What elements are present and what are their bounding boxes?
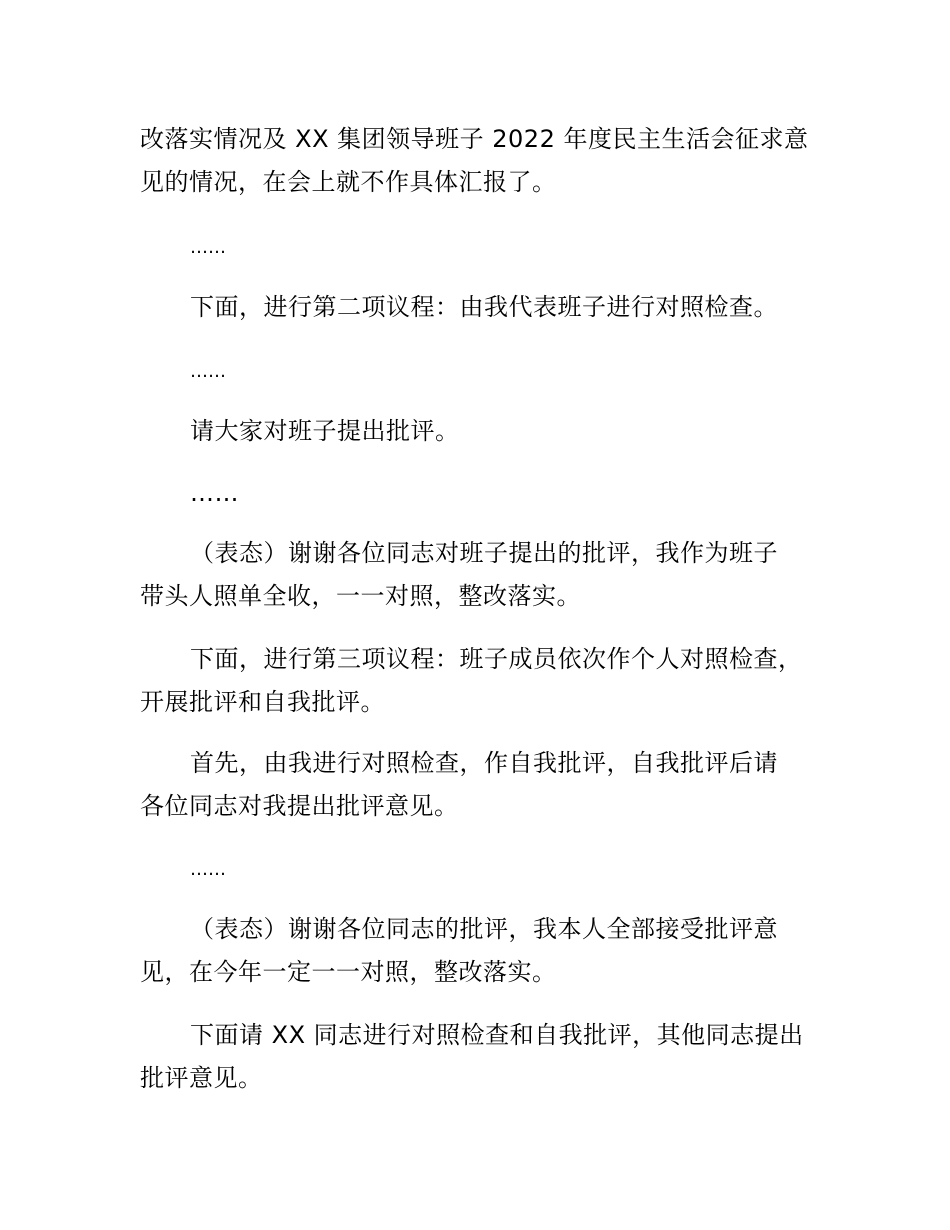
text-line: 见，在今年一定一一对照，整改落实。 [140, 958, 557, 986]
text-line: 带头人照单全收，一一对照，整改落实。 [140, 582, 581, 610]
text-line: （表态）谢谢各位同志的批评，我本人全部接受批评意 [190, 915, 778, 943]
text-line: （表态）谢谢各位同志对班子提出的批评，我作为班子 [190, 539, 778, 567]
text-line: 改落实情况及 XX 集团领导班子 2022 年度民主生活会征求意 [140, 125, 809, 153]
paragraph-statement-1 [140, 532, 810, 618]
text-line: 开展批评和自我批评。 [140, 688, 385, 716]
text-line: 下面，进行第二项议程：由我代表班子进行对照检查。 [190, 293, 778, 321]
text-line: 各位同志对我提出批评意见。 [140, 792, 459, 820]
text-line: 首先，由我进行对照检查，作自我批评，自我批评后请 [190, 749, 778, 777]
ellipsis: …… [190, 479, 239, 507]
ellipsis-paragraph [140, 350, 810, 393]
ellipsis-paragraph [140, 472, 810, 515]
paragraph-request-criticism [140, 410, 810, 453]
paragraph-self-review [140, 742, 810, 828]
ellipsis: …… [190, 237, 226, 258]
ellipsis: …… [190, 859, 226, 880]
paragraph-continuation [140, 118, 810, 204]
text-line: 下面请 XX 同志进行对照检查和自我批评，其他同志提出 [190, 1021, 804, 1049]
paragraph-agenda-2 [140, 286, 810, 329]
text-line: 下面，进行第三项议程：班子成员依次作个人对照检查， [190, 645, 803, 673]
text-line: 见的情况，在会上就不作具体汇报了。 [140, 168, 557, 196]
paragraph-statement-2 [140, 908, 810, 994]
text-line: 请大家对班子提出批评。 [190, 417, 460, 445]
paragraph-next-comrade [140, 1014, 810, 1100]
text-line: 批评意见。 [140, 1064, 263, 1092]
ellipsis-paragraph [140, 848, 810, 891]
ellipsis: …… [190, 361, 226, 382]
paragraph-agenda-3 [140, 638, 810, 724]
ellipsis-paragraph [140, 226, 810, 269]
